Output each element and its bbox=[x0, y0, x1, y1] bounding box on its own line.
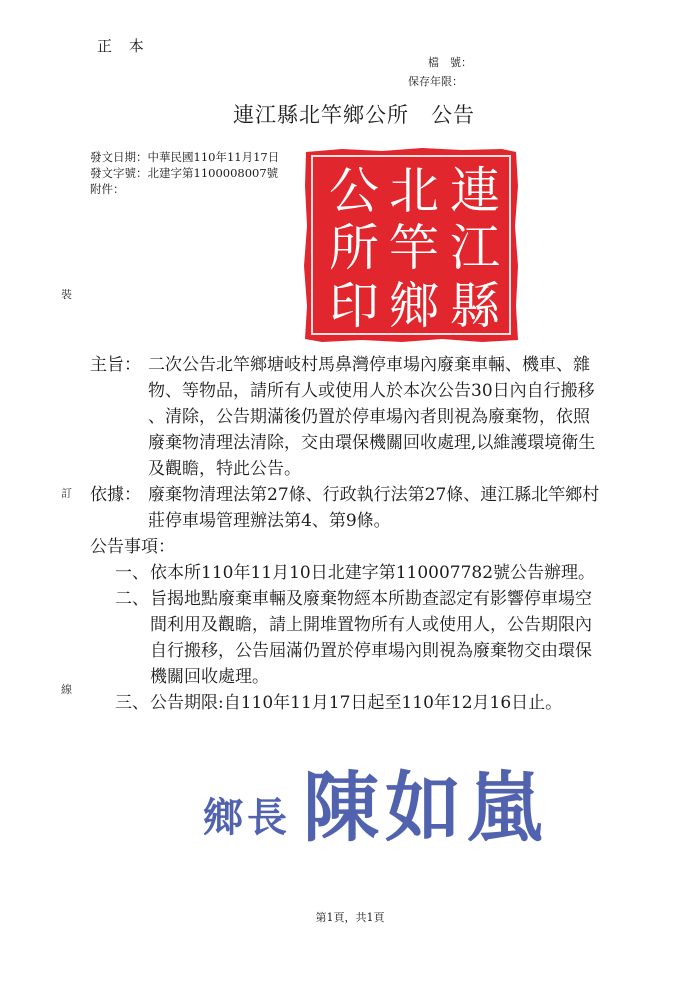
document-number-label: 發文字號： bbox=[90, 166, 148, 180]
notice-item-line: 旨揭地點廢棄車輛及廢棄物經本所勘查認定有影響停車場空 bbox=[150, 589, 592, 609]
seal-character: 公 bbox=[329, 162, 379, 220]
notice-item-1 bbox=[115, 560, 650, 586]
signature-title: 鄉長 bbox=[203, 794, 291, 841]
subject-text bbox=[148, 352, 595, 482]
official-seal bbox=[302, 146, 520, 344]
notice-item-text bbox=[150, 586, 592, 690]
notice-heading: 公告事項： bbox=[90, 537, 175, 557]
seal-character: 北 bbox=[389, 162, 439, 220]
seal-character: 鄉 bbox=[389, 277, 439, 335]
subject-line: 及觀瞻，特此公告。 bbox=[148, 459, 301, 479]
notice-item-line: 自行搬移，公告屆滿仍置於停車場內則視為廢棄物交由環保 bbox=[150, 641, 592, 661]
seal-character: 江 bbox=[450, 219, 500, 277]
retention-period-label: 保存年限： bbox=[408, 75, 463, 88]
subject-line: 物、等物品，請所有人或使用人於本次公告30日內自行搬移 bbox=[148, 381, 595, 401]
attachment-label: 附件： bbox=[90, 182, 125, 196]
seal-character: 印 bbox=[329, 277, 379, 335]
attachment bbox=[90, 181, 125, 197]
signature-name: 陳如嵐 bbox=[303, 763, 549, 852]
notice-item-text bbox=[150, 560, 595, 586]
issue-date-value: 中華民國110年11月17日 bbox=[147, 150, 280, 164]
document-number-value: 北建字第1100008007號 bbox=[147, 166, 279, 180]
page-number: 第1頁，共1頁 bbox=[315, 911, 385, 924]
seal-character: 縣 bbox=[450, 277, 500, 335]
notice-item-number: 二、 bbox=[115, 589, 149, 609]
notice-item-2 bbox=[115, 586, 650, 690]
seal-character: 所 bbox=[329, 219, 379, 277]
seal-character: 連 bbox=[450, 162, 500, 220]
subject-label: 主旨： bbox=[90, 355, 141, 375]
document-number bbox=[90, 165, 278, 181]
notice-item-line: 公告期限:自110年11月17日起至110年12月16日止。 bbox=[150, 693, 563, 713]
notice-item-number: 一、 bbox=[115, 563, 149, 583]
binding-mark-line: 線 bbox=[61, 683, 72, 696]
issue-date-label: 發文日期： bbox=[90, 150, 148, 164]
document-title: 連江縣北竿鄉公所 公告 bbox=[233, 103, 475, 127]
notice-item-line: 依本所110年11月10日北建字第110007782號公告辦理。 bbox=[150, 563, 596, 583]
subject-line: 二次公告北竿鄉塘岐村馬鼻灣停車場內廢棄車輛、機車、雜 bbox=[148, 355, 590, 375]
binding-mark-staple: 訂 bbox=[61, 487, 72, 500]
subject-line: 廢棄物清理法清除，交由環保機關回收處理,以維護環境衛生 bbox=[148, 433, 596, 453]
basis-line: 廢棄物清理法第27條、行政執行法第27條、連江縣北竿鄉村 bbox=[148, 485, 600, 505]
notice-item-line: 間利用及觀瞻，請上開堆置物所有人或使用人，公告期限內 bbox=[150, 615, 592, 635]
notice-item-text bbox=[150, 690, 562, 716]
basis-line: 莊停車場管理辦法第4、第9條。 bbox=[148, 511, 391, 531]
mayor-signature bbox=[203, 763, 549, 852]
issue-date bbox=[90, 149, 279, 165]
copy-type-label: 正 本 bbox=[97, 37, 150, 55]
notice-item-number: 三、 bbox=[115, 693, 149, 713]
subject-line: 、清除，公告期滿後仍置於停車場內者則視為廢棄物，依照 bbox=[148, 407, 590, 427]
seal-character: 竿 bbox=[389, 219, 439, 277]
announcement-body bbox=[90, 352, 650, 716]
basis-label: 依據： bbox=[90, 485, 141, 505]
subject-section bbox=[90, 352, 650, 482]
binding-mark-bind: 裝 bbox=[61, 288, 72, 301]
basis-section bbox=[90, 482, 650, 534]
basis-text bbox=[148, 482, 599, 534]
notice-item-3 bbox=[115, 690, 650, 716]
file-number-label: 檔 號： bbox=[428, 56, 472, 69]
notice-item-line: 機關回收處理。 bbox=[150, 667, 269, 687]
